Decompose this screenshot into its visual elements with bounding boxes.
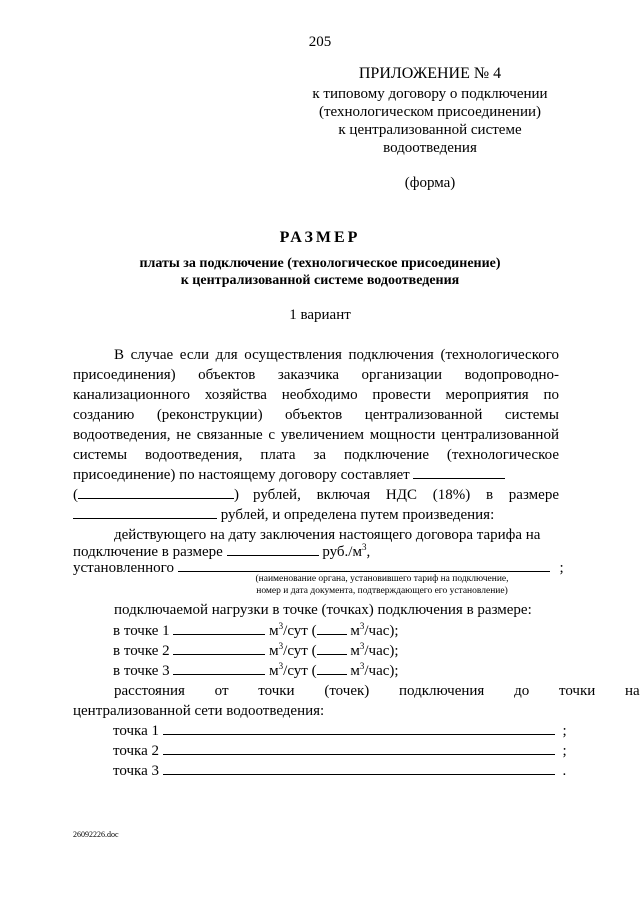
page-number: 205 <box>308 34 332 50</box>
main-paragraph <box>73 345 559 485</box>
distance-point-3: точка 3 . <box>113 763 567 779</box>
load-point-3: в точке 3 $м^3$/сут ( $м^3/час$); <box>113 661 399 679</box>
appendix-title: ПРИЛОЖЕНИЕ № 4 <box>358 65 502 82</box>
load-point-1: в точке 1 $м^3$/сут ( $м^3/час$); <box>113 621 399 639</box>
distance-point-2: точка 2 ; <box>113 743 567 759</box>
distance-line-2: централизованной сети водоотведения: <box>73 703 325 719</box>
file-name: 26092226.doc <box>73 830 119 839</box>
paragraph-text: В случае если для осуществления подключения (технологического присоединения) объектов заказчика организации водопроводно-канализационного хозяйства необходимо провести мероприятия по созданию (реконструкции) объектов централизованной системы водоотведения, не связанные с увеличением мощности централизованной системы водоотведения, плата за подключение (технологическое присоединение) по настоящему договору составляет <box>73 347 559 483</box>
load-hour-blank <box>317 621 347 635</box>
load-point-2: в точке 2 $м^3$/сут ( $м^3/час$); <box>113 641 399 659</box>
subtitle-line: платы за подключение (технологическое присоединение) <box>139 256 501 271</box>
appendix-line: к типовому договору о подключении <box>312 86 548 102</box>
appendix-subtitle <box>300 85 560 157</box>
distance-blank <box>163 721 555 735</box>
established-line: установленного ; <box>73 560 564 576</box>
vat-line: рублей, и определена путем произведения: <box>73 505 559 525</box>
appendix-line: водоотведения <box>383 140 477 156</box>
load-hour-blank <box>317 641 347 655</box>
total-fee-blank <box>413 465 505 479</box>
tariff-line-1: действующего на дату заключения настоящего договора тарифа на <box>114 527 541 543</box>
tariff-line-2: подключение в размере $руб./м^3$, <box>73 542 371 560</box>
document-subtitle <box>0 255 640 289</box>
form-note: (форма) <box>404 175 456 191</box>
subtitle-line: к централизованной системе водоотведения <box>180 273 460 288</box>
load-day-blank <box>173 621 265 635</box>
authority-blank <box>178 558 550 572</box>
load-intro: подключаемой нагрузки в точке (точках) подключения в размере: <box>114 602 532 618</box>
load-day-blank <box>173 641 265 655</box>
document-title: РАЗМЕР <box>279 229 361 246</box>
rubles-vat-text: рублей, включая НДС (18%) в размере <box>253 487 559 503</box>
vat-blank <box>73 505 217 519</box>
rubles-line <box>73 485 559 505</box>
distance-blank <box>163 761 555 775</box>
distance-line-1: расстояния от точки (точек) подключения до точки на <box>114 683 640 699</box>
amount-words-blank <box>78 485 234 499</box>
appendix-line: (технологическом присоединении) <box>319 104 541 120</box>
load-hour-blank <box>317 661 347 675</box>
variant-label: 1 вариант <box>289 307 351 323</box>
appendix-line: к централизованной системе <box>338 122 522 138</box>
distance-blank <box>163 741 555 755</box>
distance-point-1: точка 1 ; <box>113 723 567 739</box>
authority-note: (наименование органа, установившего тариф на подключение, номер и дата документа, подтверждающего его установление) <box>255 574 509 596</box>
load-day-blank <box>173 661 265 675</box>
rubles-words: ( ) <box>73 487 239 503</box>
tariff-blank <box>227 542 319 556</box>
